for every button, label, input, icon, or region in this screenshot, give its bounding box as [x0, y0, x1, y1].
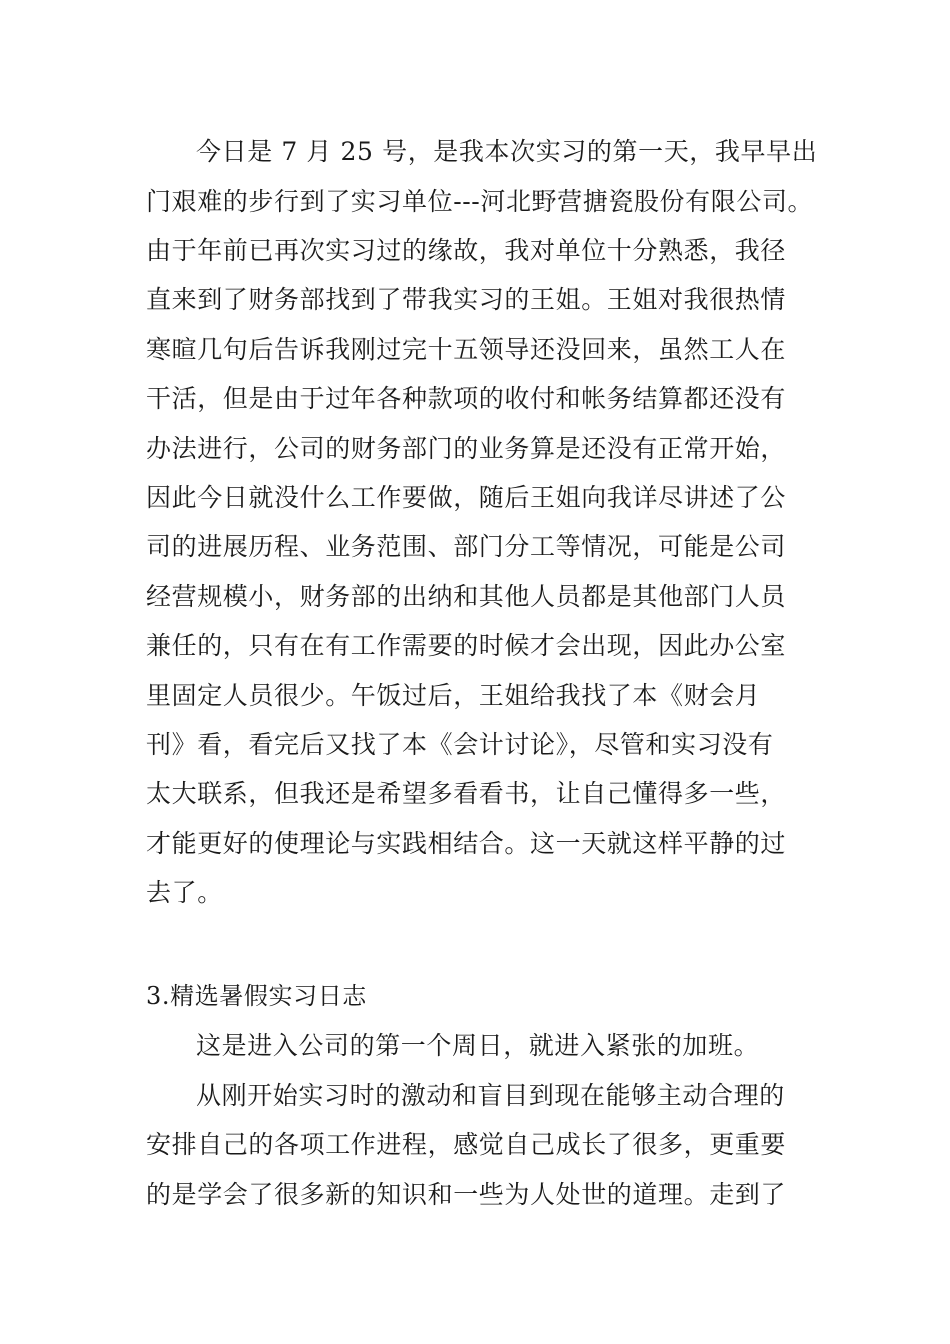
paragraph1-line: 直来到了财务部找到了带我实习的王姐。王姐对我很热情: [146, 285, 787, 314]
paragraph1-line: 寒暄几句后告诉我刚过完十五领导还没回来，虽然工人在: [146, 335, 787, 364]
paragraph1-line: 太大联系，但我还是希望多看看书，让自己懂得多一些，: [146, 779, 787, 808]
paragraph1-line: 经营规模小，财务部的出纳和其他人员都是其他部门人员: [146, 582, 787, 611]
paragraph1-line: 由于年前已再次实习过的缘故，我对单位十分熟悉，我径: [146, 236, 787, 265]
paragraph3-line: 安排自己的各项工作进程，感觉自己成长了很多，更重要: [146, 1130, 787, 1159]
paragraph1-line: 因此今日就没什么工作要做，随后王姐向我详尽讲述了公: [146, 483, 787, 512]
paragraph1-line: 才能更好的使理论与实践相结合。这一天就这样平静的过: [146, 829, 787, 858]
paragraph1-line: 去了。: [146, 878, 223, 907]
paragraph1-line: 里固定人员很少。午饭过后，王姐给我找了本《财会月: [146, 681, 761, 710]
paragraph2-line: 这是进入公司的第一个周日，就进入紧张的加班。: [196, 1031, 760, 1060]
paragraph3-line: 的是学会了很多新的知识和一些为人处世的道理。走到了: [146, 1180, 787, 1209]
paragraph1-line: 今日是 7 月 25 号，是我本次实习的第一天，我早早出: [196, 137, 818, 166]
paragraph1-line: 干活，但是由于过年各种款项的收付和帐务结算都还没有: [146, 384, 787, 413]
section-heading: 3.精选暑假实习日志: [146, 982, 367, 1010]
paragraph1-line: 兼任的，只有在有工作需要的时候才会出现，因此办公室: [146, 631, 787, 660]
paragraph1-line: 司的进展历程、业务范围、部门分工等情况，可能是公司: [146, 532, 787, 561]
paragraph1-line: 门艰难的步行到了实习单位---河北野营搪瓷股份有限公司。: [146, 187, 814, 216]
paragraph1-line: 办法进行，公司的财务部门的业务算是还没有正常开始，: [146, 434, 787, 463]
paragraph3-line: 从刚开始实习时的激动和盲目到现在能够主动合理的: [196, 1081, 785, 1110]
paragraph1-line: 刊》看，看完后又找了本《会计讨论》，尽管和实习没有: [146, 730, 774, 759]
